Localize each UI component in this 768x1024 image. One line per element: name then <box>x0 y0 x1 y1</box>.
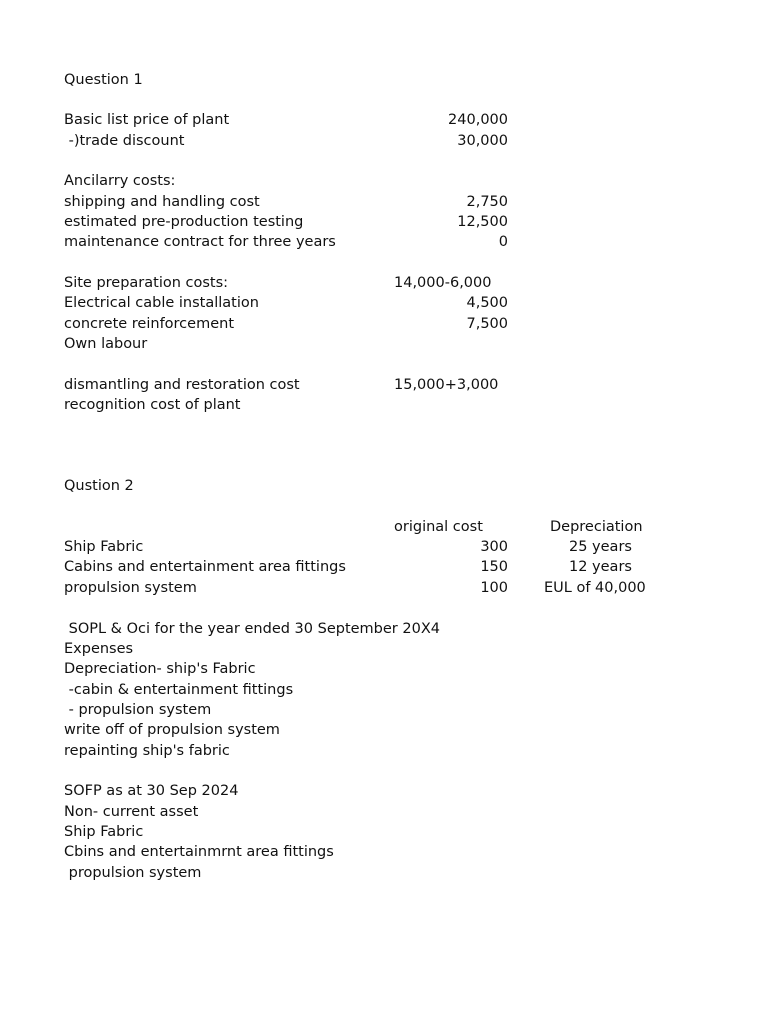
depreciation-header: Depreciation <box>550 519 643 535</box>
testing-cost-label: estimated pre-production testing <box>64 214 304 230</box>
concrete-reinforcement-label: concrete reinforcement <box>64 316 234 332</box>
non-current-asset-label: Non- current asset <box>64 804 199 820</box>
basic-list-price-label: Basic list price of plant <box>64 112 230 128</box>
site-preparation-label: Site preparation costs: <box>64 275 229 291</box>
testing-cost-value: 12,500 <box>457 214 508 230</box>
dismantling-cost-label: dismantling and restoration cost <box>64 377 300 393</box>
sofp-ship-fabric-label: Ship Fabric <box>64 824 144 840</box>
question-2-title: Qustion 2 <box>64 478 134 494</box>
question-1-title: Question 1 <box>64 72 143 88</box>
cabins-fittings-depreciation: 12 years <box>569 559 632 575</box>
ship-fabric-label: Ship Fabric <box>64 539 144 555</box>
concrete-reinforcement-value: 7,500 <box>466 316 508 332</box>
electrical-cable-value: 4,500 <box>466 295 508 311</box>
cabins-fittings-label: Cabins and entertainment area fittings <box>64 559 346 575</box>
sofp-cabins-label: Cbins and entertainmrnt area fittings <box>64 844 334 860</box>
sofp-propulsion-label: propulsion system <box>64 865 202 881</box>
repainting-label: repainting ship's fabric <box>64 743 230 759</box>
shipping-cost-label: shipping and handling cost <box>64 194 260 210</box>
basic-list-price-value: 240,000 <box>448 112 508 128</box>
sopl-heading: SOPL & Oci for the year ended 30 September 20X4 <box>64 621 440 637</box>
maintenance-contract-label: maintenance contract for three years <box>64 234 336 250</box>
cabins-fittings-cost: 150 <box>480 559 508 575</box>
trade-discount-value: 30,000 <box>457 133 508 149</box>
trade-discount-label: -)trade discount <box>64 133 185 149</box>
own-labour-label: Own labour <box>64 336 148 352</box>
maintenance-contract-value: 0 <box>498 234 508 250</box>
ship-fabric-depreciation: 25 years <box>569 539 632 555</box>
write-off-propulsion-label: write off of propulsion system <box>64 722 280 738</box>
electrical-cable-label: Electrical cable installation <box>64 295 259 311</box>
depreciation-ship-fabric-label: Depreciation- ship's Fabric <box>64 661 256 677</box>
ancillary-costs-heading: Ancilarry costs: <box>64 173 176 189</box>
depreciation-propulsion-label: - propulsion system <box>64 702 212 718</box>
propulsion-system-depreciation: EUL of 40,000 <box>544 580 646 596</box>
dismantling-cost-value: 15,000+3,000 <box>394 377 499 393</box>
expenses-label: Expenses <box>64 641 134 657</box>
propulsion-system-cost: 100 <box>480 580 508 596</box>
ship-fabric-cost: 300 <box>480 539 508 555</box>
propulsion-system-label: propulsion system <box>64 580 197 596</box>
shipping-cost-value: 2,750 <box>466 194 508 210</box>
sofp-heading: SOFP as at 30 Sep 2024 <box>64 783 239 799</box>
site-preparation-value: 14,000-6,000 <box>394 275 492 291</box>
recognition-cost-label: recognition cost of plant <box>64 397 241 413</box>
depreciation-cabin-label: -cabin & entertainment fittings <box>64 682 294 698</box>
original-cost-header: original cost <box>394 519 483 535</box>
